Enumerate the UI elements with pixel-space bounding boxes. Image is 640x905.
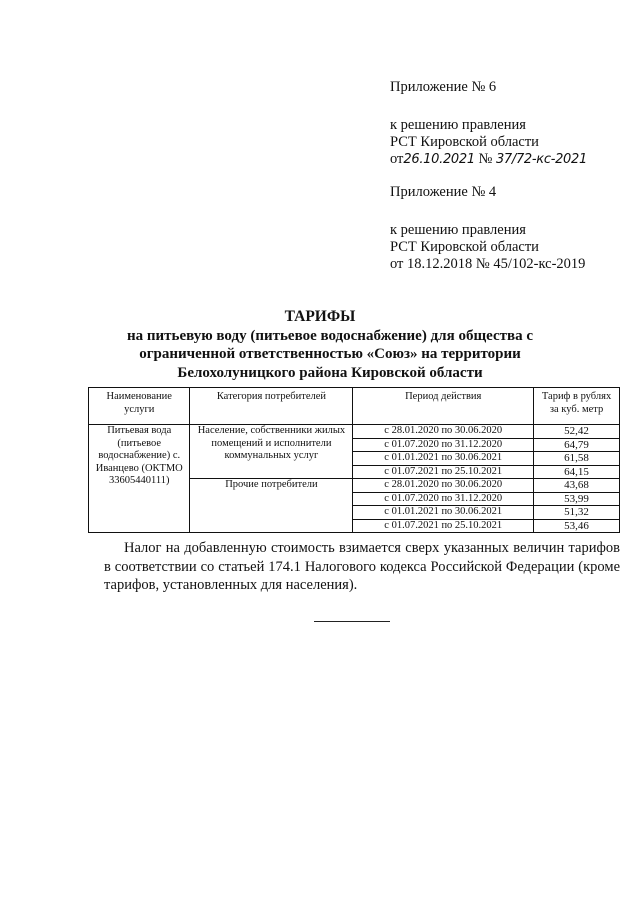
annex-6-handwritten-number: 37/72-кс-2021 [495, 152, 587, 167]
rate-cell: 51,32 [534, 506, 620, 520]
period-cell: с 01.07.2021 по 25.10.2021 [353, 465, 534, 479]
annex-6-line1: к решению правления [390, 117, 526, 133]
heading-line1: на питьевую воду (питьевое водоснабжение) для общества с [127, 327, 533, 344]
header-rate: Тариф в рублях за куб. метр [534, 388, 620, 425]
header-period: Период действия [353, 388, 534, 425]
period-cell: с 01.01.2021 по 30.06.2021 [353, 506, 534, 520]
category-population: Население, собственники жилых помещений и исполнители коммунальных услуг [190, 425, 353, 479]
annex-6-line2: РСТ Кировской области [390, 134, 539, 150]
heading-line3: Белохолуницкого района Кировской области [177, 364, 483, 381]
period-cell: с 01.07.2021 по 25.10.2021 [353, 519, 534, 533]
header-category: Категория потребителей [190, 388, 353, 425]
annex-6-title [390, 79, 496, 96]
annex-4-line3: от 18.12.2018 № 45/102-кс-2019 [390, 256, 586, 272]
period-cell: с 28.01.2020 по 30.06.2020 [353, 425, 534, 439]
category-other: Прочие потребители [190, 479, 353, 533]
annex-6-title-text: Приложение № 6 [390, 79, 497, 95]
document-heading [0, 308, 640, 382]
period-cell: с 01.07.2020 по 31.12.2020 [353, 438, 534, 452]
rate-cell: 43,68 [534, 479, 620, 493]
annex-4-line1: к решению правления [390, 222, 526, 238]
annex-4-title-text: Приложение № 4 [390, 184, 497, 200]
annex-4-decision-ref [390, 222, 585, 273]
annex-4-line2: РСТ Кировской области [390, 239, 539, 255]
vat-footnote: Налог на добавленную стоимость взимается сверх указанных величин тарифов в соответствии со статьей 174.1 Налогового кодекса Российской Федерации (кроме тарифов, установленных для населения). [104, 540, 620, 593]
rate-cell: 52,42 [534, 425, 620, 439]
rate-cell: 64,79 [534, 438, 620, 452]
tariff-table-header [89, 388, 620, 425]
rate-cell: 61,58 [534, 452, 620, 466]
period-cell: с 01.07.2020 по 31.12.2020 [353, 492, 534, 506]
annex-6-number-sign: № [478, 151, 493, 167]
heading-line2: ограниченной ответственностью «Союз» на территории [139, 346, 521, 362]
heading-title: ТАРИФЫ [284, 308, 356, 325]
annex-4-title [390, 184, 496, 201]
annex-6-handwritten-date: 26.10.2021 [403, 152, 475, 167]
header-service: Наименование услуги [89, 388, 190, 425]
closing-divider [314, 621, 390, 622]
service-name: Питьевая вода (питьевое водоснабжение) с. Иванцево (ОКТМО 33605440111) [89, 425, 190, 533]
annex-6-date-line [390, 151, 587, 168]
period-cell: с 28.01.2020 по 30.06.2020 [353, 479, 534, 493]
rate-cell: 64,15 [534, 465, 620, 479]
tariff-table [88, 387, 620, 533]
rate-cell: 53,99 [534, 492, 620, 506]
period-cell: с 01.01.2021 по 30.06.2021 [353, 452, 534, 466]
table-row [89, 425, 620, 439]
annex-6-date-prefix: от [390, 151, 404, 167]
rate-cell: 53,46 [534, 519, 620, 533]
annex-6-decision-ref [390, 117, 587, 168]
